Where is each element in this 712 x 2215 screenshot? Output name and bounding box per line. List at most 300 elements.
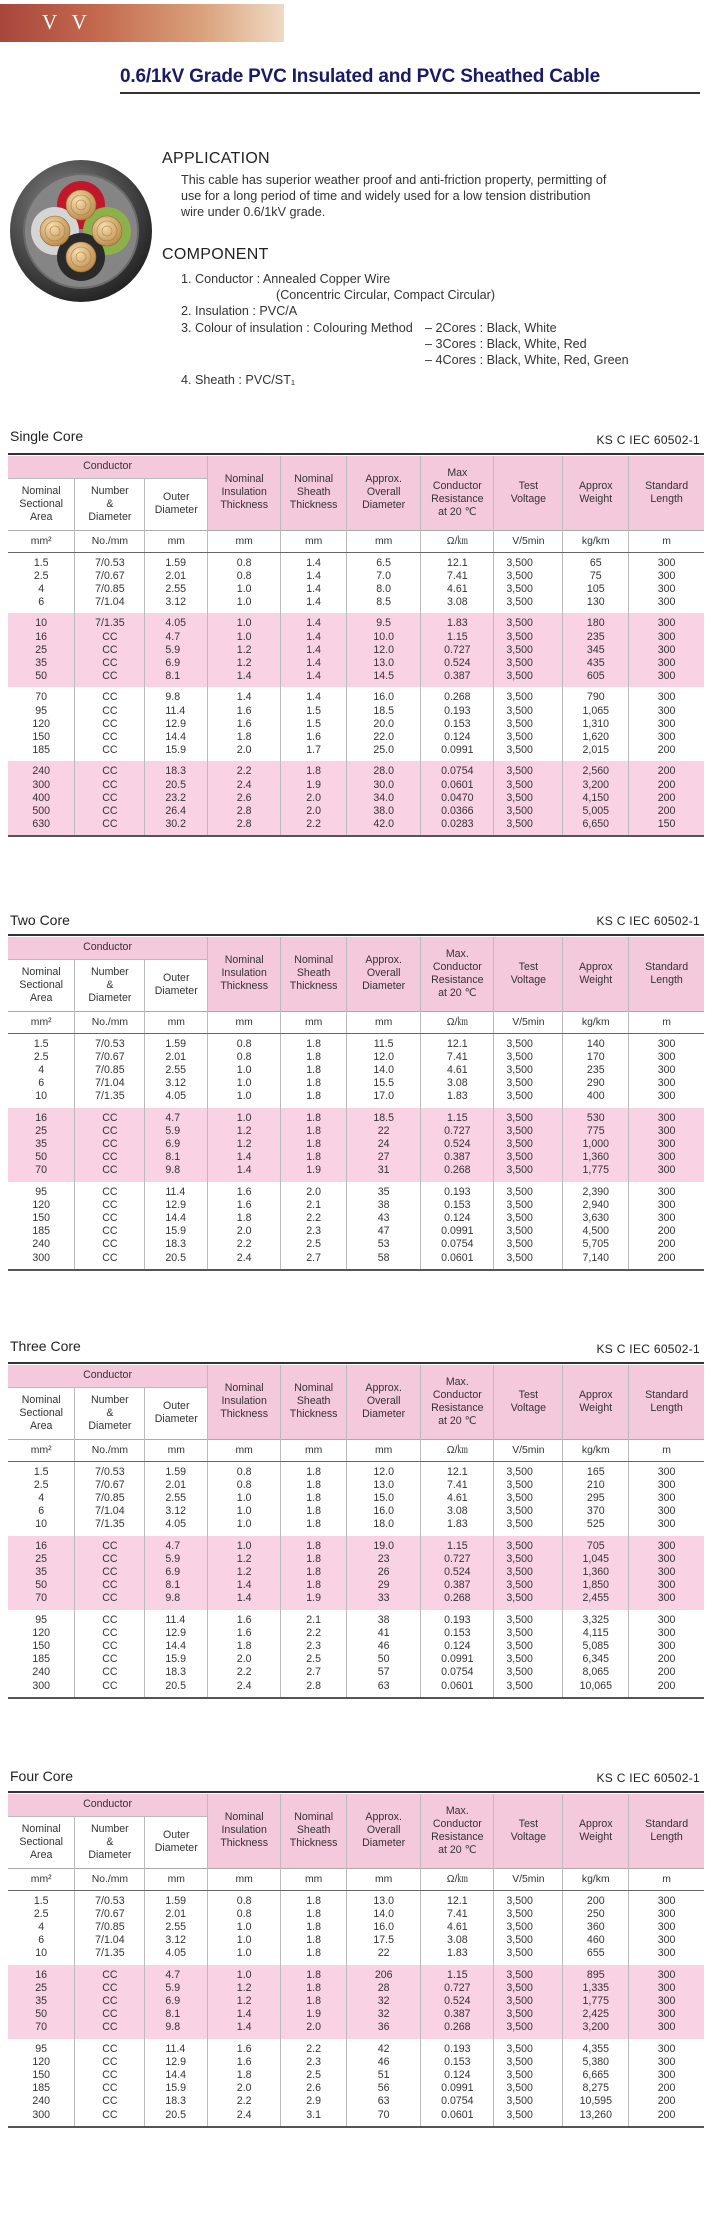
table-row (8, 744, 704, 761)
unit-cell: mm (208, 1868, 281, 1890)
table-cell: CC (75, 1680, 145, 1698)
table-cell: CC (75, 1252, 145, 1270)
unit-cell: mm (281, 1439, 347, 1461)
table-cell: 14.0 (347, 1908, 421, 1921)
table-cell: CC (75, 818, 145, 836)
table-cell: 1.15 (421, 1536, 494, 1553)
standard-length-header-line: Length (650, 492, 683, 505)
test-voltage-header (494, 937, 563, 1011)
table-cell: 70 (8, 1592, 75, 1609)
table-cell: 5,005 (563, 805, 629, 818)
table-cell: 300 (629, 1592, 704, 1609)
table-cell: 2.4 (208, 1680, 281, 1698)
number-diameter-header-line: Number (91, 1393, 129, 1406)
table-cell: CC (75, 1125, 145, 1138)
approx-weight-header-line: Weight (579, 1401, 613, 1414)
table-cell: 3,500 (494, 657, 563, 670)
table-cell: 5.9 (145, 644, 208, 657)
table-cell: 6.9 (145, 1995, 208, 2008)
table-cell: CC (75, 1108, 145, 1125)
table-cell: 300 (629, 1199, 704, 1212)
table-cell: 2.0 (208, 744, 281, 761)
table-cell: 2.1 (281, 1610, 347, 1627)
max-resistance-header-line: at 20 ℃ (438, 1414, 477, 1427)
table-cell: 7/0.85 (75, 1921, 145, 1934)
table-cell: 1.8 (281, 1033, 347, 1051)
table-row (8, 1627, 704, 1640)
insulation-thickness-header-line: Insulation (221, 486, 267, 499)
table-cell: 5,085 (563, 1640, 629, 1653)
unit-cell: No./mm (75, 530, 145, 552)
table-cell: 4.7 (145, 1536, 208, 1553)
max-resistance-header-line: at 20 ℃ (438, 1843, 477, 1856)
insulation-thickness-header-line: Thickness (220, 1837, 268, 1850)
standard-length-header-line: Length (650, 1401, 683, 1414)
header-row (8, 937, 704, 959)
table-cell: 3,500 (494, 1164, 563, 1181)
standard-length-header-line: Length (650, 1830, 683, 1843)
application-line: wire under 0.6/1kV grade. (181, 205, 326, 219)
unit-cell: mm (347, 1011, 421, 1033)
table-cell: 7/0.67 (75, 1051, 145, 1064)
table-row (8, 2008, 704, 2021)
table-cell: 1,310 (563, 718, 629, 731)
table-cell: CC (75, 2021, 145, 2038)
table-row (8, 2039, 704, 2056)
max-resistance-header (421, 1794, 494, 1868)
table-cell: 42 (347, 2039, 421, 2056)
table-cell: 300 (629, 1995, 704, 2008)
table-cell: 1.83 (421, 613, 494, 630)
table-cell: 23 (347, 1553, 421, 1566)
table-cell: 4,115 (563, 1627, 629, 1640)
four-core-divider (8, 1791, 704, 1793)
unit-cell: mm (208, 1439, 281, 1461)
table-cell: 58 (347, 1252, 421, 1270)
table-cell: 1.15 (421, 631, 494, 644)
table-cell: 1.4 (208, 2008, 281, 2021)
table-cell: 12.0 (347, 1051, 421, 1064)
table-cell: 300 (629, 631, 704, 644)
application-text (181, 172, 606, 220)
table-cell: 56 (347, 2082, 421, 2095)
table-cell: CC (75, 2109, 145, 2127)
table-cell: 1.8 (281, 1138, 347, 1151)
table-cell: 2.2 (281, 818, 347, 836)
table-cell: 1.8 (281, 1579, 347, 1592)
table-row (8, 1238, 704, 1251)
insulation-thickness-header-line: Thickness (220, 1408, 268, 1421)
nominal-area-header (8, 1387, 75, 1439)
table-cell: 0.727 (421, 1553, 494, 1566)
unit-cell: mm (347, 1439, 421, 1461)
table-cell: 300 (629, 1627, 704, 1640)
table-row (8, 2056, 704, 2069)
table-cell: 7/1.35 (75, 613, 145, 630)
table-cell: 18.5 (347, 705, 421, 718)
overall-diameter-header-line: Diameter (362, 1408, 406, 1421)
table-cell: CC (75, 1592, 145, 1609)
table-cell: 4.61 (421, 1064, 494, 1077)
table-cell: 1.83 (421, 1518, 494, 1535)
table-cell: 47 (347, 1225, 421, 1238)
table-cell: 32 (347, 2008, 421, 2021)
table-cell: 2.0 (281, 2021, 347, 2038)
unit-cell: Ω/㎞ (421, 1011, 494, 1033)
table-cell: 7/1.35 (75, 1090, 145, 1107)
table-cell: 300 (629, 2021, 704, 2038)
units-row (8, 1868, 704, 1890)
table-cell: 185 (32, 1653, 51, 1666)
table-cell: 7/0.67 (75, 570, 145, 583)
table-cell: 300 (8, 1252, 75, 1270)
insulation-thickness-header-line: Nominal (224, 954, 264, 967)
table-cell: 7/0.67 (75, 1479, 145, 1492)
table-row (8, 583, 704, 596)
overall-diameter-header-line: Overall (366, 967, 401, 980)
sheath-thickness-header-line: Nominal (294, 1382, 334, 1395)
table-row (8, 1492, 704, 1505)
table-cell: 17.0 (347, 1090, 421, 1107)
unit-cell: mm (145, 1011, 208, 1033)
outer-diameter-header-line: Diameter (154, 985, 198, 997)
table-cell: 65 (563, 552, 629, 570)
table-cell: 10 (35, 1090, 48, 1103)
table-cell: 1.8 (281, 1090, 347, 1107)
table-cell: 26.4 (145, 805, 208, 818)
table-cell: 2.2 (208, 1666, 281, 1679)
table-cell: 1.4 (208, 2021, 281, 2038)
table-cell: 6 (38, 1077, 45, 1090)
table-cell: 2.6 (208, 792, 281, 805)
table-cell: 4.05 (145, 1518, 208, 1535)
table-row (8, 1182, 704, 1199)
table-cell: 790 (563, 687, 629, 704)
table-row (8, 718, 704, 731)
table-cell: 4.7 (145, 631, 208, 644)
test-voltage-header-line: Test (518, 479, 539, 492)
table-cell: 1.2 (208, 1566, 281, 1579)
table-cell: 3,500 (494, 1077, 563, 1090)
table-cell: 50 (8, 1151, 75, 1164)
table-cell: CC (75, 1199, 145, 1212)
table-row (8, 1479, 704, 1492)
table-cell: 0.268 (421, 2021, 494, 2038)
table-cell: 300 (629, 552, 704, 570)
two-core-spec-table (8, 937, 704, 1271)
overall-diameter-header-line: Approx. (365, 473, 402, 486)
table-cell: 1.2 (208, 644, 281, 657)
table-cell: 1.4 (281, 570, 347, 583)
table-cell: 2.0 (208, 2082, 281, 2095)
sheath-thickness-header-line: Nominal (294, 1811, 334, 1824)
table-cell: 1.4 (281, 552, 347, 570)
table-cell: 1.6 (208, 1182, 281, 1199)
number-diameter-header-line: Number (91, 1822, 129, 1835)
table-cell: 1.4 (208, 687, 281, 704)
unit-cell: mm (145, 530, 208, 552)
insulation-thickness-header-line: Nominal (224, 1382, 264, 1395)
nominal-area-header-line: Sectional (19, 978, 63, 991)
table-cell: 3,500 (494, 1947, 563, 1964)
table-cell: 250 (563, 1908, 629, 1921)
number-diameter-header-line: & (106, 1835, 114, 1848)
table-row (8, 731, 704, 744)
table-cell: CC (75, 1610, 145, 1627)
nominal-area-header-line: Sectional (19, 497, 63, 510)
insulation-thickness-header (208, 937, 281, 1011)
table-cell: 46 (347, 1640, 421, 1653)
table-cell: 3,500 (494, 731, 563, 744)
two-core-divider (8, 934, 704, 936)
table-cell: 1.2 (208, 1553, 281, 1566)
table-cell: 1.6 (208, 1627, 281, 1640)
table-cell: 1,360 (563, 1151, 629, 1164)
table-row (8, 1090, 704, 1107)
table-cell: 22 (347, 1947, 421, 1964)
max-resistance-header-line: Conductor (432, 479, 482, 492)
table-cell: 2.2 (281, 1212, 347, 1225)
table-cell: 300 (629, 1982, 704, 1995)
unit-cell: No./mm (75, 1011, 145, 1033)
application-heading: APPLICATION (162, 150, 270, 167)
table-cell: 300 (629, 1151, 704, 1164)
table-cell: 1.59 (145, 1033, 208, 1051)
table-cell: 1.5 (281, 705, 347, 718)
table-cell: 1,335 (563, 1982, 629, 1995)
title-divider (120, 92, 700, 94)
table-cell: 8,275 (563, 2082, 629, 2095)
table-cell: 3,500 (494, 1592, 563, 1609)
unit-cell: m (629, 1439, 704, 1461)
table-cell: 1.5 (33, 1465, 49, 1478)
table-cell: 35 (8, 1138, 75, 1151)
table-cell: 1.6 (281, 731, 347, 744)
table-cell: 2.5 (281, 2069, 347, 2082)
table-cell: 1.0 (208, 596, 281, 613)
unit-cell: Ω/㎞ (421, 530, 494, 552)
table-cell: 2,940 (563, 1199, 629, 1212)
component-sheath: 4. Sheath : PVC/ST₁ (181, 373, 296, 387)
table-cell: CC (75, 2069, 145, 2082)
sheath-thickness-header (281, 456, 347, 530)
table-cell: 0.0601 (421, 1680, 494, 1698)
table-cell: 300 (629, 1461, 704, 1479)
nominal-area-header-line: Sectional (19, 1406, 63, 1419)
table-row (8, 1252, 704, 1270)
table-cell: 28.0 (347, 761, 421, 778)
table-cell: 0.727 (421, 1982, 494, 1995)
table-cell: 2.2 (281, 2039, 347, 2056)
overall-diameter-header (347, 1794, 421, 1868)
table-cell: 3,500 (494, 2095, 563, 2108)
table-cell: 150 (32, 2068, 51, 2081)
table-row (8, 644, 704, 657)
nominal-area-header (8, 1816, 75, 1868)
unit-cell: V/5min (494, 530, 563, 552)
table-cell: 7,140 (563, 1252, 629, 1270)
table-cell: CC (75, 1138, 145, 1151)
table-cell: 3,500 (494, 2109, 563, 2127)
table-cell: 630 (8, 818, 75, 836)
table-cell: 2,455 (563, 1592, 629, 1609)
table-cell: 2.0 (208, 1225, 281, 1238)
units-row (8, 1011, 704, 1033)
table-cell: 3,500 (494, 1492, 563, 1505)
component-colour-2core: – 2Cores : Black, White (425, 321, 557, 335)
table-cell: 1,620 (563, 731, 629, 744)
table-cell: 34.0 (347, 792, 421, 805)
table-row (8, 570, 704, 583)
table-cell: CC (75, 1225, 145, 1238)
conductor-group-header: Conductor (8, 1365, 208, 1387)
table-cell: 3.08 (421, 1505, 494, 1518)
table-cell: 206 (347, 1965, 421, 1982)
table-cell: 5,705 (563, 1238, 629, 1251)
table-cell: 2.0 (281, 1182, 347, 1199)
nominal-area-header (8, 959, 75, 1011)
table-cell: 3,500 (494, 1479, 563, 1492)
table-cell: 5,380 (563, 2056, 629, 2069)
table-row (8, 1640, 704, 1653)
table-cell: 3,500 (494, 1182, 563, 1199)
table-cell: 0.268 (421, 1592, 494, 1609)
table-cell: 14.4 (145, 2069, 208, 2082)
conductor-group-header: Conductor (8, 456, 208, 478)
table-cell: 400 (563, 1090, 629, 1107)
table-cell: 8.5 (347, 596, 421, 613)
table-row (8, 1921, 704, 1934)
table-cell: 1.0 (208, 1947, 281, 1964)
unit-cell: mm² (8, 530, 75, 552)
table-cell: 300 (629, 1553, 704, 1566)
approx-weight-header-line: Approx (578, 1817, 613, 1830)
table-cell: 1.8 (208, 2069, 281, 2082)
table-cell: 3,500 (494, 1238, 563, 1251)
nominal-area-header (8, 478, 75, 530)
table-cell: 3.12 (145, 596, 208, 613)
table-cell: 2.4 (208, 1252, 281, 1270)
table-cell: 0.0991 (421, 1225, 494, 1238)
two-core-standard: KS C IEC 60502-1 (596, 914, 700, 928)
table-cell: 2,015 (563, 744, 629, 761)
table-cell: 2.0 (281, 792, 347, 805)
table-row (8, 2095, 704, 2108)
table-cell: 300 (629, 1518, 704, 1535)
overall-diameter-header (347, 456, 421, 530)
table-cell: 4,500 (563, 1225, 629, 1238)
table-cell: 1.0 (208, 1921, 281, 1934)
table-row (8, 613, 704, 630)
table-cell: 4.7 (145, 1965, 208, 1982)
table-cell: 4.61 (421, 1492, 494, 1505)
table-cell: 28 (347, 1982, 421, 1995)
table-cell: 35 (8, 657, 75, 670)
unit-cell: kg/km (563, 1868, 629, 1890)
table-cell: 15.9 (145, 2082, 208, 2095)
table-cell: 6.9 (145, 657, 208, 670)
table-cell: 2,560 (563, 761, 629, 778)
table-cell: 12.9 (145, 1627, 208, 1640)
sheath-thickness-header-line: Nominal (294, 473, 334, 486)
table-cell: 11.4 (145, 2039, 208, 2056)
table-row (8, 1125, 704, 1138)
table-cell: 20.5 (145, 779, 208, 792)
table-cell: 1.8 (281, 1566, 347, 1579)
table-cell: 3,500 (494, 1151, 563, 1164)
table-cell: 10,595 (563, 2095, 629, 2108)
table-row (8, 1934, 704, 1947)
table-cell: 3,500 (494, 1051, 563, 1064)
table-cell: 1,000 (563, 1138, 629, 1151)
table-cell: 7.41 (421, 1908, 494, 1921)
nominal-area-header-line: Area (29, 991, 53, 1004)
table-cell: 105 (563, 583, 629, 596)
table-cell: 1.8 (281, 1982, 347, 1995)
table-cell: 2.2 (281, 1627, 347, 1640)
table-cell: 0.387 (421, 1579, 494, 1592)
table-cell: CC (75, 1566, 145, 1579)
table-cell: 1.4 (281, 583, 347, 596)
units-row (8, 1439, 704, 1461)
sheath-thickness-header-line: Thickness (289, 1837, 338, 1850)
table-cell: 42.0 (347, 818, 421, 836)
table-cell: 3,500 (494, 1536, 563, 1553)
unit-cell: m (629, 530, 704, 552)
table-cell: 12.9 (145, 2056, 208, 2069)
table-cell: 655 (563, 1947, 629, 1964)
table-cell: 3,500 (494, 570, 563, 583)
unit-cell: Ω/㎞ (421, 1439, 494, 1461)
table-cell: 18.3 (145, 2095, 208, 2108)
table-cell: 1.8 (281, 1934, 347, 1947)
table-cell: 1.4 (281, 687, 347, 704)
table-cell: 3,500 (494, 1090, 563, 1107)
table-cell: 300 (8, 779, 75, 792)
table-cell: 0.8 (208, 1033, 281, 1051)
approx-weight-header-line: Weight (579, 1830, 613, 1843)
table-cell: 3,500 (494, 1225, 563, 1238)
sheath-thickness-header-line: Sheath (296, 1824, 331, 1837)
table-cell: 1.5 (33, 556, 49, 569)
table-cell: 20.5 (145, 1680, 208, 1698)
max-resistance-header-line: at 20 ℃ (438, 986, 477, 999)
table-cell: 0.0601 (421, 2109, 494, 2127)
table-cell: 0.387 (421, 1151, 494, 1164)
table-cell: 240 (32, 2095, 51, 2108)
table-cell: 150 (32, 1639, 51, 1652)
table-cell: 1.4 (281, 670, 347, 687)
table-cell: 5.9 (145, 1553, 208, 1566)
table-cell: 4 (38, 582, 45, 595)
sheath-thickness-header (281, 1794, 347, 1868)
table-cell: CC (75, 779, 145, 792)
standard-length-header-line: Standard (645, 479, 689, 492)
table-cell: 14.4 (145, 731, 208, 744)
table-cell: 200 (629, 761, 704, 778)
table-cell: 120 (32, 1626, 51, 1639)
table-row (8, 1982, 704, 1995)
table-row (8, 1653, 704, 1666)
header-row (8, 1365, 704, 1387)
table-cell: 3,200 (563, 2021, 629, 2038)
table-cell: 360 (563, 1921, 629, 1934)
table-cell: 3,500 (494, 805, 563, 818)
table-cell: 0.8 (208, 1908, 281, 1921)
table-cell: 2.2 (208, 761, 281, 778)
table-cell: 1.0 (208, 1077, 281, 1090)
table-cell: 1.5 (281, 718, 347, 731)
